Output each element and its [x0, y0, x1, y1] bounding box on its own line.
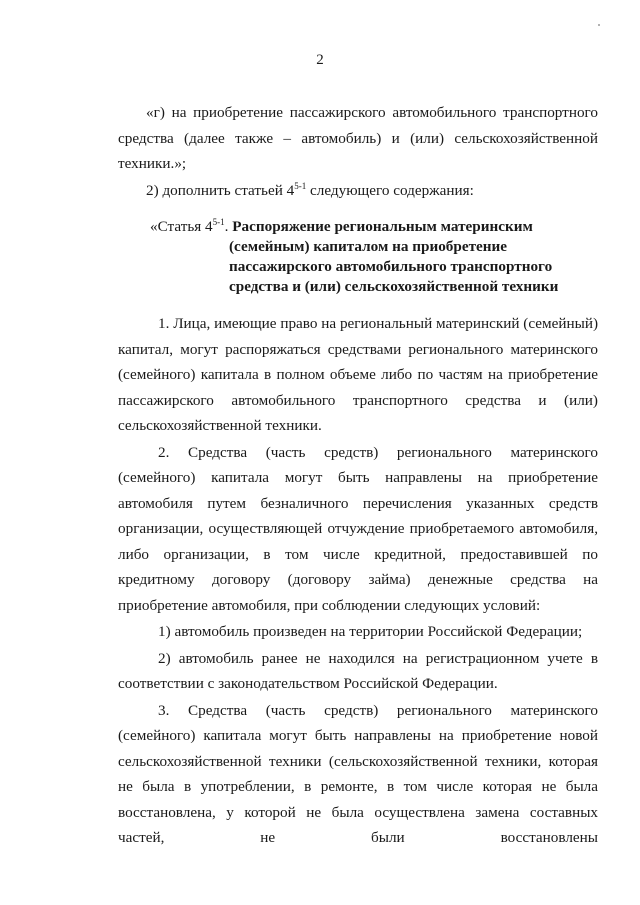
article-heading: [150, 217, 590, 297]
scan-speck: [598, 24, 600, 26]
article-title-line-1: Распоряжение региональным материнским: [232, 218, 533, 235]
page-number: 2: [316, 52, 324, 68]
article-title-line-3: пассажирского автомобильного транспортного: [229, 258, 553, 275]
paragraph-2: 2. Средства (часть средств) регионального материнского (семейного) капитала могут быть направлены на приобретение автомобиля путем безналичного перечисления указанных средств организации, осуществляющей отчуждение приобретаемого автомобиля, либо организации, в том числе кредитной, предоставившей по кредитному договору (договору займа) денежные средства на приобретение автомобиля, при соблюдении следующих условий:: [118, 443, 598, 614]
paragraph-1: 1. Лица, имеющие право на региональный материнский (семейный) капитал, могут распоряжаться средствами регионального материнского (семейного) капитала в полном объеме либо по частям на приобретение пассажирского автомобильного транспортного средства и (или) сельскохозяйственной техники.: [118, 315, 598, 434]
item-2-text-after: следующего содержания:: [306, 181, 474, 199]
item-2: [118, 178, 598, 204]
item-2-text-before: 2) дополнить статьей 4: [146, 181, 295, 199]
article-title-line-4: средства и (или) сельскохозяйственной техники: [229, 278, 559, 295]
article-superscript: 5-1: [212, 217, 225, 227]
article-prefix: «Статья 4: [150, 218, 213, 235]
paragraph-2-condition-1: 1) автомобиль произведен на территории Российской Федерации;: [158, 623, 583, 640]
article-dot: .: [224, 218, 233, 235]
paragraph-2-condition-2: 2) автомобиль ранее не находился на регистрационном учете в соответствии с законодательством Российской Федерации.: [118, 649, 598, 692]
intro-block: [118, 100, 598, 203]
subpoint-g: «г) на приобретение пассажирского автомобильного транспортного средства (далее также – автомобиль) и (или) сельскохозяйственной техники.»;: [118, 104, 598, 172]
paragraph-3: 3. Средства (часть средств) регионального материнского (семейного) капитала могут быть направлены на приобретение новой сельскохозяйственной техники (сельскохозяйственной техники, которая не была в употреблении, в ремонте, в том числе которая не была восстановлена, у которой не была осуществлена замена составных частей, не были восстановлены: [118, 701, 598, 846]
article-body: [118, 311, 598, 851]
item-2-superscript: 5-1: [294, 180, 307, 191]
article-title-line-2: (семейным) капиталом на приобретение: [229, 238, 508, 255]
article-heading-line-1: [150, 217, 590, 237]
